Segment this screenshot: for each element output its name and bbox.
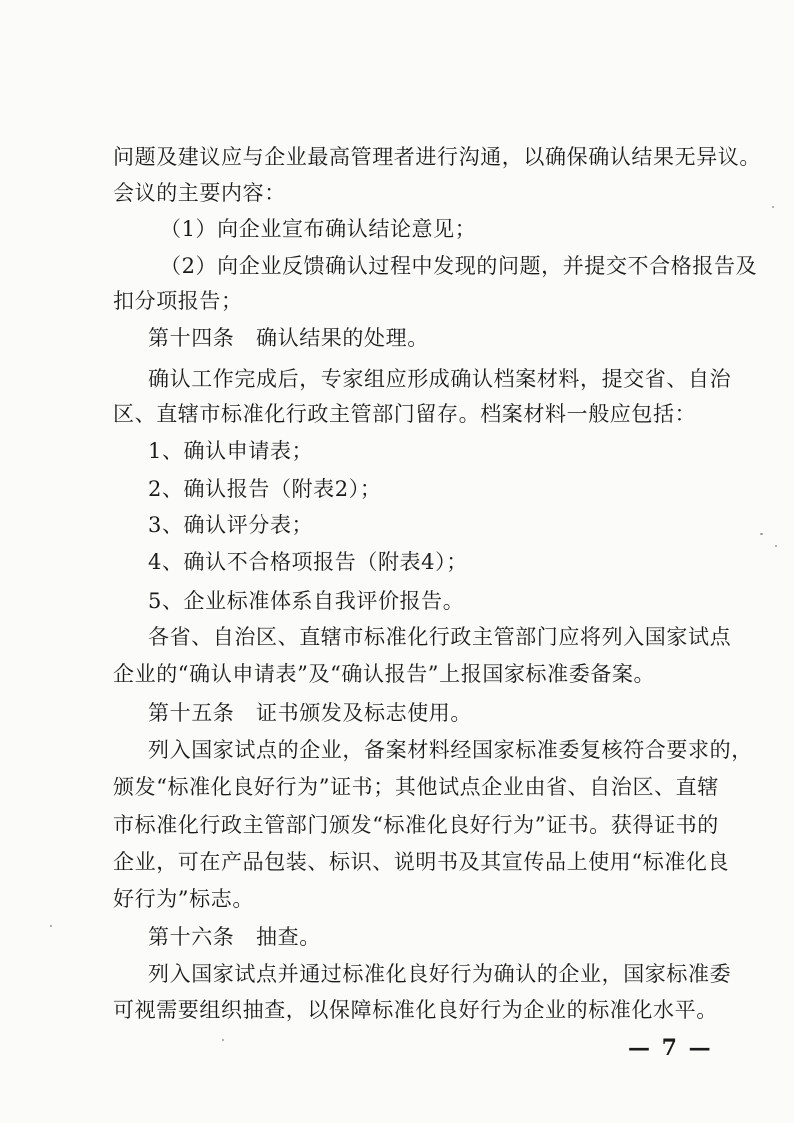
body-line: 列入国家试点并通过标准化良好行为确认的企业，国家标准委 [148,962,732,986]
page-number: — 7 — [628,1035,713,1061]
scan-speck [50,925,52,927]
scan-speck [775,545,777,547]
list-item-1: 1、确认申请表； [148,439,314,463]
scan-speck [760,533,763,535]
body-line: 扣分项报告； [113,289,243,313]
list-item-1: （1）向企业宣布确认结论意见； [160,217,477,241]
body-line: 市标准化行政主管部门颁发“标准化良好行为”证书。获得证书的 [113,813,719,837]
body-line: 问题及建议应与企业最高管理者进行沟通，以确保确认结果无异议。 [113,145,761,169]
body-line: 列入国家试点的企业，备案材料经国家标准委复核符合要求的， [148,738,753,762]
list-item-2: 2、确认报告（附表2）； [148,477,382,501]
body-line: 可视需要组织抽查，以保障标准化良好行为企业的标准化水平。 [113,998,718,1022]
article-14-heading: 第十四条 确认结果的处理。 [148,326,429,350]
body-line: 好行为”标志。 [113,887,254,911]
body-line: 各省、自治区、直辖市标准化行政主管部门应将列入国家试点 [148,625,732,649]
list-item-3: 3、确认评分表； [148,513,314,537]
body-line: 区、直辖市标准化行政主管部门留存。档案材料一般应包括： [113,402,697,426]
list-item-5: 5、企业标准体系自我评价报告。 [148,589,465,613]
article-15-heading: 第十五条 证书颁发及标志使用。 [148,701,472,725]
list-item-2: （2）向企业反馈确认过程中发现的问题，并提交不合格报告及 [160,254,758,278]
body-line: 企业，可在产品包装、标识、说明书及其宣传品上使用“标准化良 [113,850,730,874]
body-line: 企业的“确认申请表”及“确认报告”上报国家标准委备案。 [113,662,656,686]
list-item-4: 4、确认不合格项报告（附表4）； [148,550,468,574]
body-line: 确认工作完成后，专家组应形成确认档案材料，提交省、自治 [148,367,732,391]
scan-speck [222,1039,224,1041]
body-line: 颁发“标准化良好行为”证书；其他试点企业由省、自治区、直辖 [113,775,719,799]
article-16-heading: 第十六条 抽查。 [148,925,321,949]
scan-speck [772,206,774,208]
body-line: 会议的主要内容： [113,181,286,205]
